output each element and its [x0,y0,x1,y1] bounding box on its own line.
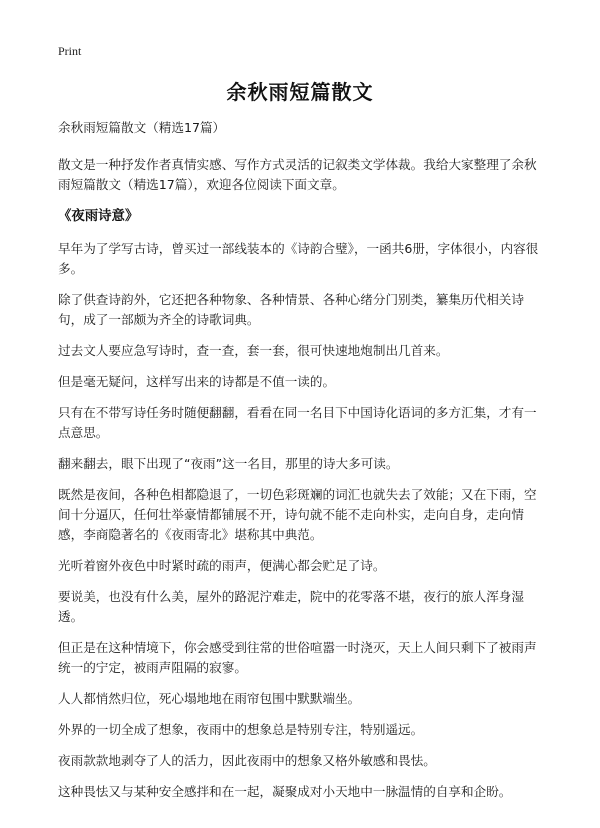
paragraph: 过去文人要应急写诗时，查一查，套一套，很可快速地炮制出几首来。 [58,343,449,358]
paragraph: 人人都悄然归位，死心塌地地在雨帘包围中默默端坐。 [58,691,361,706]
intro-paragraph: 散文是一种抒发作者真情实感、写作方式灵活的记叙类文学体裁。我给大家整理了余秋雨短篇散文（精选17篇），欢迎各位阅读下面文章。 [58,157,537,192]
paragraph: 要说美，也没有什么美，屋外的路泥泞难走，院中的花零落不堪，夜行的旅人浑身湿透。 [58,589,524,624]
paragraph: 光听着窗外夜色中时紧时疏的雨声，便满心都会贮足了诗。 [58,558,386,573]
article-subtitle: 余秋雨短篇散文（精选17篇） [58,120,226,135]
paragraph: 这种畏怯又与某种安全感拌和在一起，凝聚成对小天地中一脉温情的自享和企盼。 [58,784,512,799]
paragraph: 外界的一切全成了想象，夜雨中的想象总是特别专注，特别遥远。 [58,722,424,737]
paragraph: 只有在不带写诗任务时随便翻翻，看看在同一名目下中国诗化语词的多方汇集，才有一点意思。 [58,405,537,440]
paragraph: 夜雨款款地剥夺了人的活力，因此夜雨中的想象又格外敏感和畏怯。 [58,753,436,768]
paragraph: 早年为了学写古诗，曾买过一部线装本的《诗韵合璧》，一函共6册，字体很小，内容很多。 [58,241,539,276]
paragraph: 既然是夜间，各种色相都隐退了，一切色彩斑斓的词汇也就失去了效能；又在下雨，空间十分逼仄，任何壮举豪情都铺展不开，诗句就不能不走向朴实，走向自身，走向情感，李商隐著名的《夜雨寄北》堪称其中典范。 [58,487,537,542]
page-title: 余秋雨短篇散文 [226,80,374,104]
article-body [58,118,548,813]
paragraph: 除了供查诗韵外，它还把各种物象、各种情景、各种心绪分门别类，纂集历代相关诗句，成了一部颇为齐全的诗歌词典。 [58,292,524,327]
paragraph: 翻来翻去，眼下出现了“夜雨”这一名目，那里的诗大多可读。 [58,456,399,471]
section-heading: 《夜雨诗意》 [58,209,139,224]
paragraph: 但正是在这种情境下，你会感受到往常的世俗喧嚣一时浇灭，天上人间只剩下了被雨声统一的宁定，被雨声阻隔的寂寥。 [58,640,537,675]
print-link[interactable]: Print [58,44,82,58]
paragraph: 但是毫无疑问，这样写出来的诗都是不值一读的。 [58,374,336,389]
